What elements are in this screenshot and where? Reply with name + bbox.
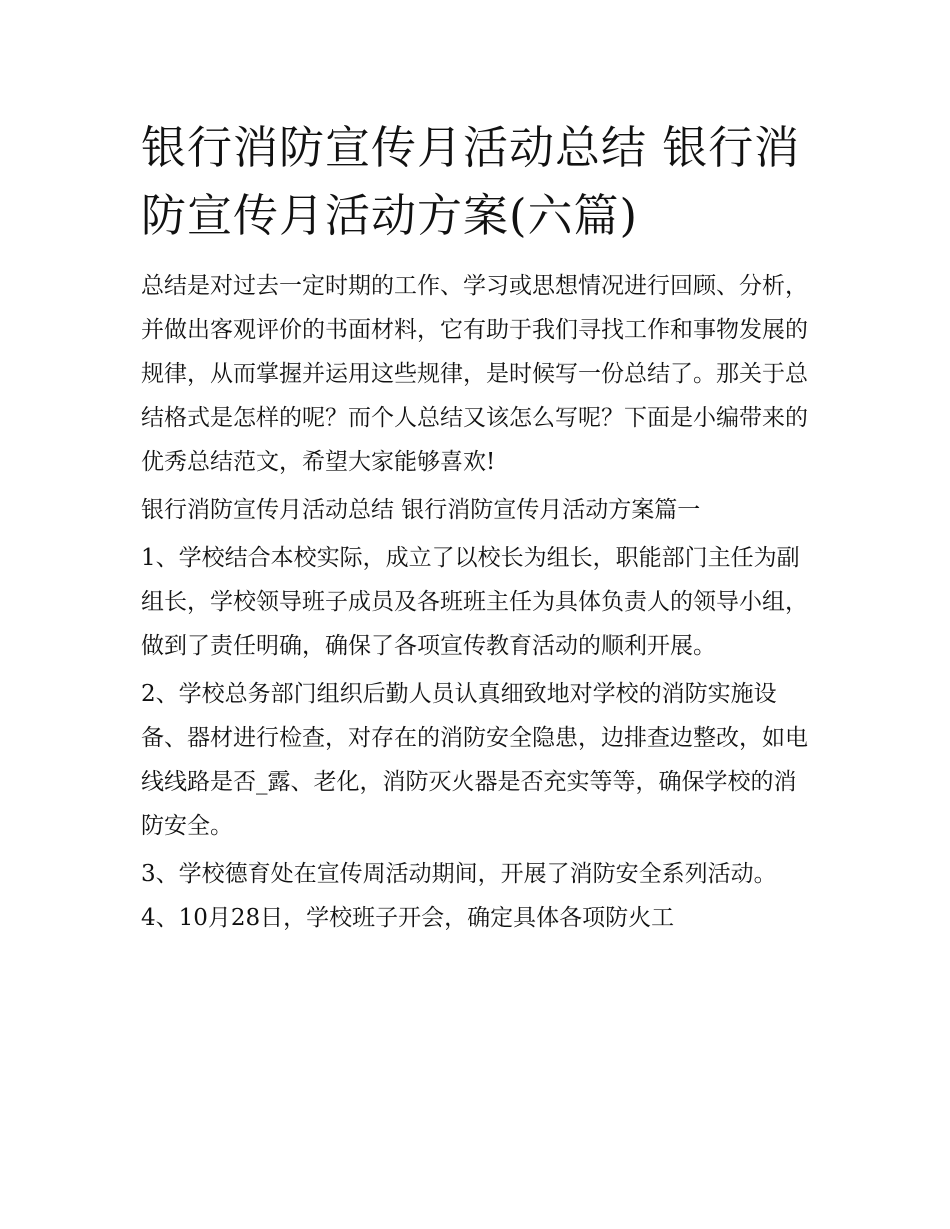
document-body [141, 264, 813, 940]
paragraph-item-1: 1、学校结合本校实际，成立了以校长为组长，职能部门主任为副组长，学校领导班子成员及各班班主任为具体负责人的领导小组，做到了责任明确，确保了各项宣传教育活动的顺利开展。 [141, 545, 808, 659]
paragraph-item-3: 3、学校德育处在宣传周活动期间，开展了消防安全系列活动。 4、10月28日，学校班子开会，确定具体各项防火工 [141, 861, 777, 931]
section-heading: 银行消防宣传月活动总结 银行消防宣传月活动方案篇一 [141, 497, 701, 523]
paragraph-item-2: 2、学校总务部门组织后勤人员认真细致地对学校的消防实施设备、器材进行检查，对存在的消防安全隐患，边排查边整改，如电线线路是否_露、老化，消防灭火器是否充实等等，确保学校的消防安全。 [141, 681, 808, 839]
document-title: 银行消防宣传月活动总结 银行消防宣传月活动方案(六篇) [141, 121, 801, 242]
paragraph-intro: 总结是对过去一定时期的工作、学习或思想情况进行回顾、分析，并做出客观评价的书面材料，它有助于我们寻找工作和事物发展的规律，从而掌握并运用这些规律，是时候写一份总结了。那关于总结格式是怎样的呢？而个人总结又该怎么写呢？下面是小编带来的优秀总结范文，希望大家能够喜欢! [141, 273, 808, 475]
document-content [141, 114, 813, 940]
